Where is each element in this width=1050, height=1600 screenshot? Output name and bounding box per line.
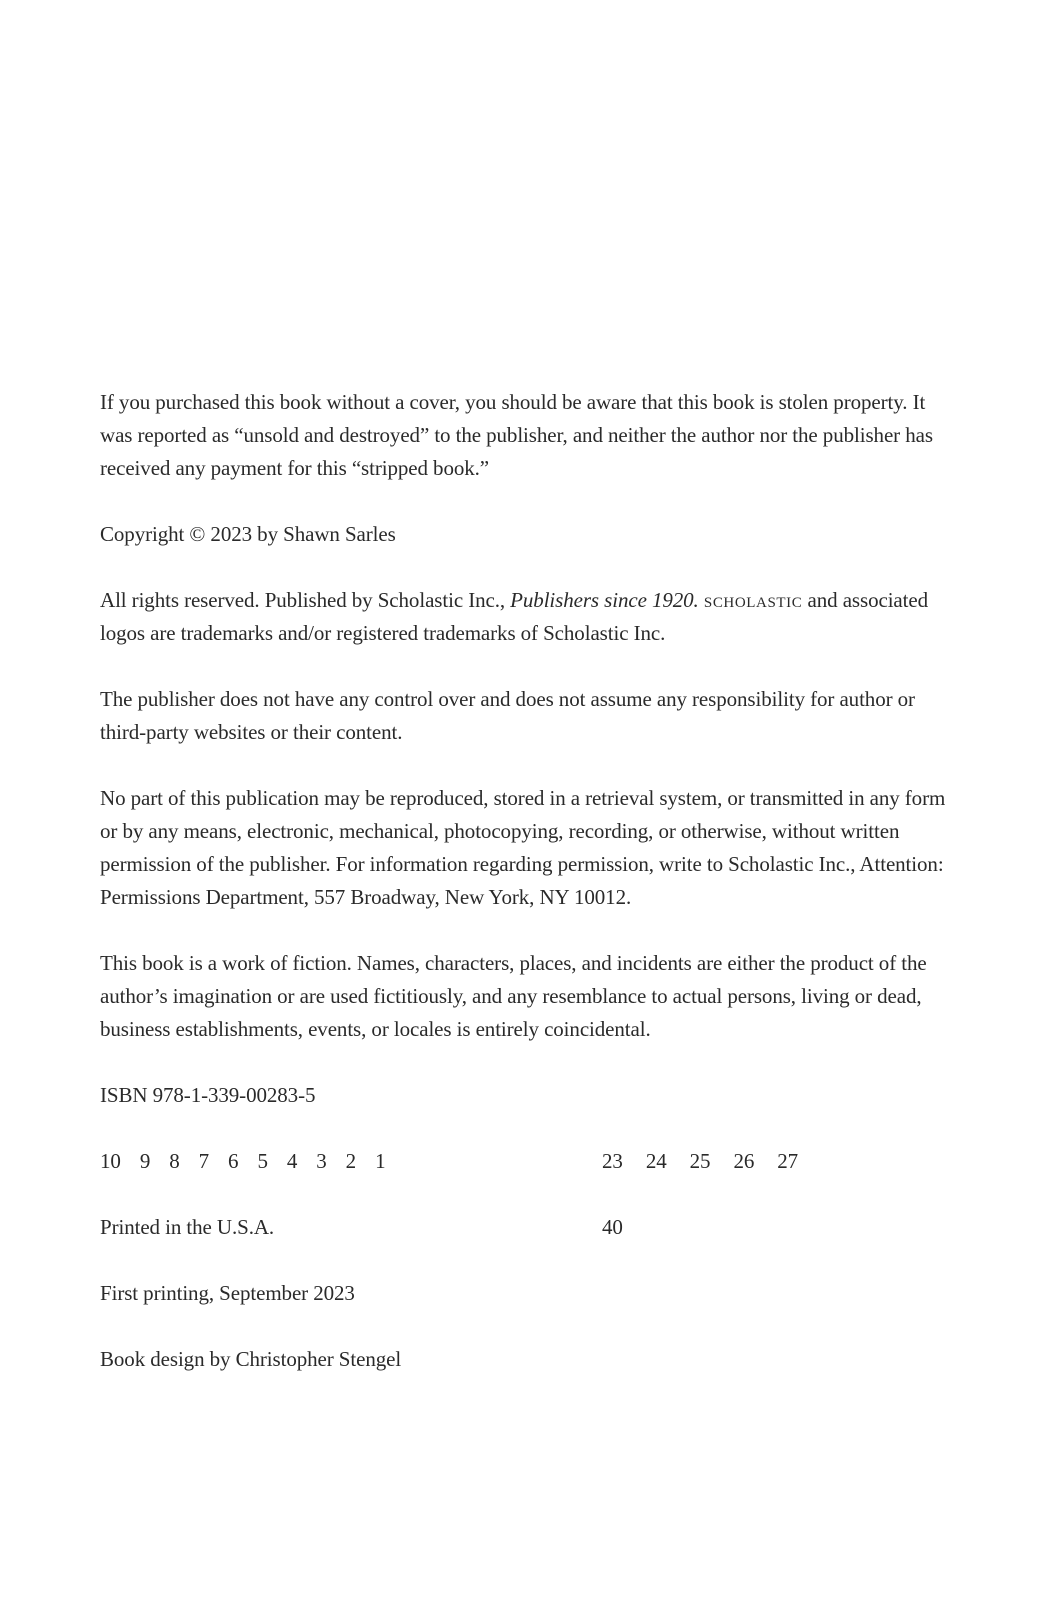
rights-prefix: All rights reserved. Published by Scholastic Inc., xyxy=(100,588,511,612)
impression-number: 1 xyxy=(375,1149,386,1173)
stripped-book-notice: If you purchased this book without a cover, you should be aware that this book is stolen property. It was reported as “unsold and destroyed” to the publisher, and neither the author nor the publisher has received any payment for this “stripped book.” xyxy=(100,390,933,480)
scholastic-wordmark: scholastic xyxy=(703,588,803,612)
year-number: 24 xyxy=(645,1149,667,1173)
copyright-page xyxy=(100,386,950,1409)
isbn: ISBN 978-1-339-00283-5 xyxy=(100,1083,316,1107)
printed-in-row xyxy=(100,1211,950,1244)
copyright-line: Copyright © 2023 by Shawn Sarles xyxy=(100,522,396,546)
reproduction-notice: No part of this publication may be reproduced, stored in a retrieval system, or transmitted in any form or by any means, electronic, mechanical, photocopying, recording, or otherwise, without written permission of the publisher. For information regarding permission, write to Scholastic Inc., Attention: Permissions Department, 557 Broadway, New York, NY 10012. xyxy=(100,786,946,909)
websites-disclaimer: The publisher does not have any control over and does not assume any responsibility for author or third-party websites or their content. xyxy=(100,687,915,744)
year-number: 23 xyxy=(602,1149,623,1173)
impression-number: 8 xyxy=(169,1149,180,1173)
impression-number: 5 xyxy=(257,1149,268,1173)
printed-in: Printed in the U.S.A. xyxy=(100,1215,275,1239)
printer-code: 40 xyxy=(602,1215,623,1239)
printer-line xyxy=(100,1145,950,1178)
rights-suffix: and associated logos are trademarks and/or registered trademarks of Scholastic Inc. xyxy=(100,588,929,645)
rights-reserved-statement xyxy=(100,584,950,650)
impression-number: 4 xyxy=(286,1149,298,1173)
impression-numbers xyxy=(100,1145,385,1178)
impression-number: 6 xyxy=(228,1149,239,1173)
impression-number: 2 xyxy=(345,1149,357,1173)
publishers-since: Publishers since 1920. xyxy=(510,588,699,612)
year-number: 25 xyxy=(689,1149,711,1173)
fiction-disclaimer: This book is a work of fiction. Names, characters, places, and incidents are either the product of the author’s imagination or are used fictitiously, and any resemblance to actual persons, living or dead, business establishments, events, or locales is entirely coincidental. xyxy=(100,951,927,1041)
impression-number: 9 xyxy=(139,1149,151,1173)
book-design-credit: Book design by Christopher Stengel xyxy=(100,1347,402,1371)
impression-number: 7 xyxy=(198,1149,210,1173)
impression-number: 10 xyxy=(100,1149,121,1173)
year-number: 26 xyxy=(733,1149,755,1173)
first-printing: First printing, September 2023 xyxy=(100,1281,355,1305)
year-number: 27 xyxy=(777,1149,799,1173)
impression-number: 3 xyxy=(316,1149,327,1173)
year-numbers xyxy=(602,1145,798,1178)
